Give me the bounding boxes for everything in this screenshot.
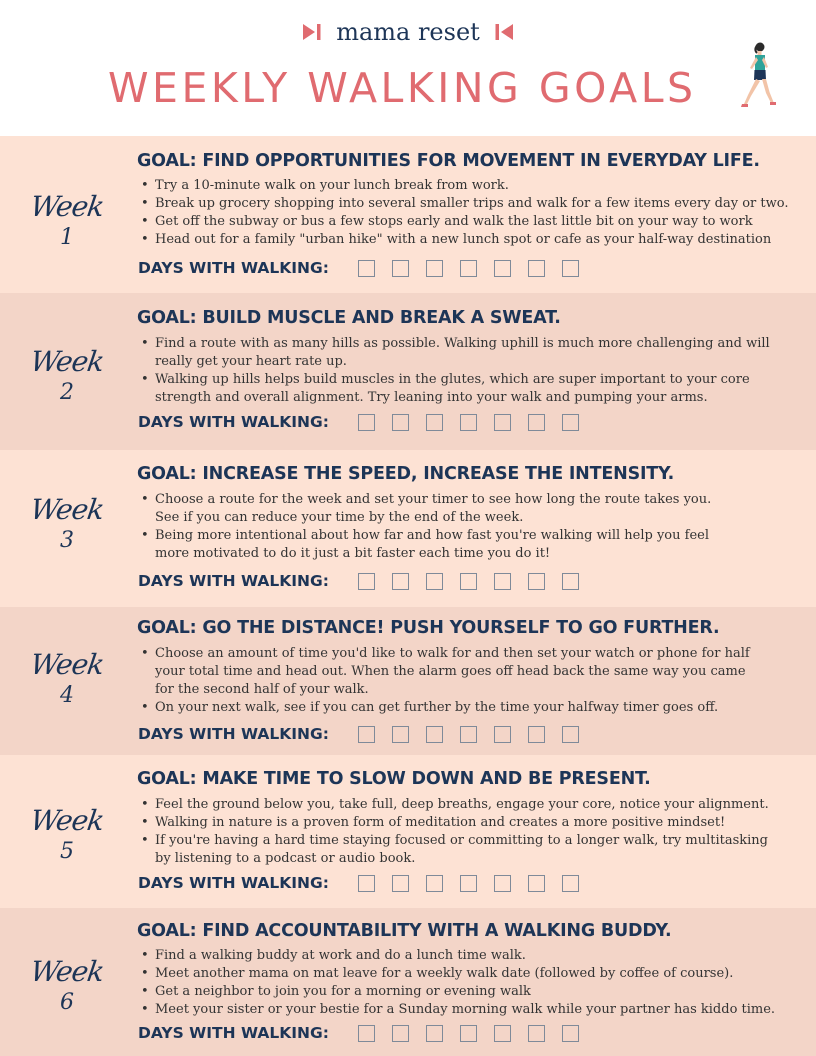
- tip-line: • Try a 10-minute walk on your lunch break from work.: [155, 178, 509, 193]
- page-title: WEEKLY WALKING GOALS: [108, 64, 697, 112]
- day-checkboxes: [358, 726, 579, 743]
- day-checkbox[interactable]: [358, 414, 375, 431]
- days-with-walking-label: DAYS WITH WALKING:: [138, 572, 329, 590]
- day-checkbox[interactable]: [562, 414, 579, 431]
- day-checkbox[interactable]: [392, 414, 409, 431]
- tip-line: • Choose a route for the week and set your timer to see how long the route takes you.: [155, 492, 712, 507]
- goal-heading: GOAL: FIND OPPORTUNITIES FOR MOVEMENT IN EVERYDAY LIFE.: [137, 151, 760, 171]
- day-checkbox[interactable]: [358, 726, 375, 743]
- week-section-1: [0, 136, 816, 293]
- tip-line: • Walking in nature is a proven form of meditation and creates a more positive mindset!: [155, 815, 726, 830]
- week-word: Week: [28, 190, 106, 223]
- day-checkbox[interactable]: [426, 260, 443, 277]
- tip-line: • Find a route with as many hills as possible. Walking uphill is much more challenging and will: [155, 336, 770, 351]
- tip-line: • Meet your sister or your bestie for a Sunday morning walk while your partner has kiddo time.: [155, 1002, 776, 1017]
- tip-line: • On your next walk, see if you can get further by the time your halfway timer goes off.: [155, 700, 719, 715]
- day-checkbox[interactable]: [494, 1025, 511, 1042]
- day-checkbox[interactable]: [426, 414, 443, 431]
- week-number: 1: [60, 225, 74, 250]
- week-number: 6: [60, 990, 74, 1015]
- tip-line: strength and overall alignment. Try leaning into your walk and pumping your arms.: [155, 390, 708, 405]
- tip-line: • Being more intentional about how far and how fast you're walking will help you feel: [155, 528, 709, 543]
- day-checkbox[interactable]: [426, 875, 443, 892]
- day-checkbox[interactable]: [392, 726, 409, 743]
- week-word: Week: [28, 955, 106, 988]
- week-section-3: [0, 450, 816, 607]
- goal-heading: GOAL: GO THE DISTANCE! PUSH YOURSELF TO GO FURTHER.: [137, 618, 720, 638]
- tip-item: [138, 177, 788, 195]
- day-checkbox[interactable]: [392, 573, 409, 590]
- play-forward-icon: [302, 22, 322, 42]
- week-section-6: [0, 908, 816, 1056]
- day-checkbox[interactable]: [528, 260, 545, 277]
- day-checkboxes: [358, 1025, 579, 1042]
- tip-line: more motivated to do it just a bit faster each time you do it!: [155, 546, 551, 561]
- tip-item: [138, 195, 788, 213]
- walking-woman-icon: [733, 40, 779, 112]
- tip-item: [138, 335, 770, 371]
- tip-line: • Walking up hills helps build muscles in the glutes, which are super important to your core: [155, 372, 750, 387]
- day-checkbox[interactable]: [528, 875, 545, 892]
- day-checkbox[interactable]: [528, 414, 545, 431]
- tip-item: [138, 213, 788, 231]
- day-checkbox[interactable]: [494, 260, 511, 277]
- goal-tips-list: [138, 645, 750, 717]
- days-with-walking-label: DAYS WITH WALKING:: [138, 1024, 329, 1042]
- day-checkbox[interactable]: [358, 573, 375, 590]
- tip-line: • Get a neighbor to join you for a morning or evening walk: [155, 984, 531, 999]
- days-with-walking-label: DAYS WITH WALKING:: [138, 725, 329, 743]
- goal-heading: GOAL: BUILD MUSCLE AND BREAK A SWEAT.: [137, 308, 561, 328]
- day-checkbox[interactable]: [460, 1025, 477, 1042]
- day-checkbox[interactable]: [562, 726, 579, 743]
- week-number: 3: [60, 528, 74, 553]
- day-checkbox[interactable]: [494, 573, 511, 590]
- day-checkbox[interactable]: [494, 726, 511, 743]
- tip-line: • Break up grocery shopping into several smaller trips and walk for a few items every day or two.: [155, 196, 789, 211]
- tip-item: [138, 371, 770, 407]
- tip-item: [138, 527, 711, 563]
- week-label: [14, 190, 120, 252]
- goal-tips-list: [138, 947, 775, 1019]
- goal-tips-list: [138, 491, 711, 563]
- week-word: Week: [28, 493, 106, 526]
- tip-item: [138, 1001, 775, 1019]
- day-checkbox[interactable]: [562, 1025, 579, 1042]
- goal-tips-list: [138, 796, 769, 868]
- day-checkbox[interactable]: [358, 260, 375, 277]
- day-checkbox[interactable]: [392, 1025, 409, 1042]
- day-checkbox[interactable]: [562, 260, 579, 277]
- day-checkbox[interactable]: [460, 414, 477, 431]
- tip-line: • Choose an amount of time you'd like to walk for and then set your watch or phone for half: [155, 646, 750, 661]
- week-label: [14, 648, 120, 710]
- day-checkbox[interactable]: [358, 1025, 375, 1042]
- day-checkbox[interactable]: [426, 726, 443, 743]
- week-word: Week: [28, 804, 106, 837]
- week-word: Week: [28, 648, 106, 681]
- week-section-4: [0, 607, 816, 755]
- day-checkboxes: [358, 573, 579, 590]
- day-checkbox[interactable]: [426, 1025, 443, 1042]
- week-section-5: [0, 755, 816, 908]
- days-with-walking-label: DAYS WITH WALKING:: [138, 259, 329, 277]
- tip-line: your total time and head out. When the alarm goes off head back the same way you came: [155, 664, 746, 679]
- week-number: 4: [60, 683, 74, 708]
- day-checkbox[interactable]: [494, 414, 511, 431]
- day-checkbox[interactable]: [460, 875, 477, 892]
- day-checkboxes: [358, 260, 579, 277]
- week-label: [14, 493, 120, 555]
- goal-heading: GOAL: MAKE TIME TO SLOW DOWN AND BE PRESENT.: [137, 769, 651, 789]
- week-word: Week: [28, 345, 106, 378]
- tip-line: • Meet another mama on mat leave for a weekly walk date (followed by coffee of course).: [155, 966, 734, 981]
- week-label: [14, 804, 120, 866]
- day-checkbox[interactable]: [358, 875, 375, 892]
- tip-line: for the second half of your walk.: [155, 682, 369, 697]
- day-checkbox[interactable]: [460, 726, 477, 743]
- tip-line: • Find a walking buddy at work and do a lunch time walk.: [155, 948, 526, 963]
- goal-tips-list: [138, 335, 770, 407]
- tip-item: [138, 814, 769, 832]
- tip-item: [138, 796, 769, 814]
- goal-tips-list: [138, 177, 788, 249]
- tip-item: [138, 947, 775, 965]
- tip-item: [138, 983, 775, 1001]
- days-with-walking-label: DAYS WITH WALKING:: [138, 874, 329, 892]
- tip-line: • Head out for a family "urban hike" with a new lunch spot or cafe as your half-way destination: [155, 232, 772, 247]
- day-checkbox[interactable]: [392, 875, 409, 892]
- tip-item: [138, 965, 775, 983]
- brand-header: [0, 18, 816, 52]
- brand-name: mama reset: [336, 18, 480, 46]
- tip-line: by listening to a podcast or audio book.: [155, 851, 416, 866]
- day-checkbox[interactable]: [426, 573, 443, 590]
- week-label: [14, 345, 120, 407]
- week-number: 2: [60, 380, 74, 405]
- tip-line: really get your heart rate up.: [155, 354, 347, 369]
- week-number: 5: [60, 839, 74, 864]
- day-checkbox[interactable]: [392, 260, 409, 277]
- tip-item: [138, 832, 769, 868]
- play-back-icon: [494, 22, 514, 42]
- tip-item: [138, 491, 711, 527]
- day-checkbox[interactable]: [562, 573, 579, 590]
- goal-heading: GOAL: INCREASE THE SPEED, INCREASE THE INTENSITY.: [137, 464, 675, 484]
- day-checkboxes: [358, 875, 579, 892]
- day-checkbox[interactable]: [460, 260, 477, 277]
- day-checkbox[interactable]: [460, 573, 477, 590]
- tip-item: [138, 645, 750, 699]
- week-section-2: [0, 293, 816, 450]
- day-checkbox[interactable]: [494, 875, 511, 892]
- tip-line: • Feel the ground below you, take full, deep breaths, engage your core, notice your alignment.: [155, 797, 769, 812]
- goal-heading: GOAL: FIND ACCOUNTABILITY WITH A WALKING BUDDY.: [137, 921, 672, 941]
- tip-line: See if you can reduce your time by the end of the week.: [155, 510, 524, 525]
- day-checkbox[interactable]: [528, 1025, 545, 1042]
- tip-line: • Get off the subway or bus a few stops early and walk the last little bit on your way to work: [155, 214, 753, 229]
- day-checkbox[interactable]: [528, 726, 545, 743]
- week-label: [14, 955, 120, 1017]
- tip-line: • If you're having a hard time staying focused or committing to a longer walk, try multitasking: [155, 833, 768, 848]
- day-checkbox[interactable]: [562, 875, 579, 892]
- day-checkbox[interactable]: [528, 573, 545, 590]
- tip-item: [138, 231, 788, 249]
- tip-item: [138, 699, 750, 717]
- days-with-walking-label: DAYS WITH WALKING:: [138, 413, 329, 431]
- day-checkboxes: [358, 414, 579, 431]
